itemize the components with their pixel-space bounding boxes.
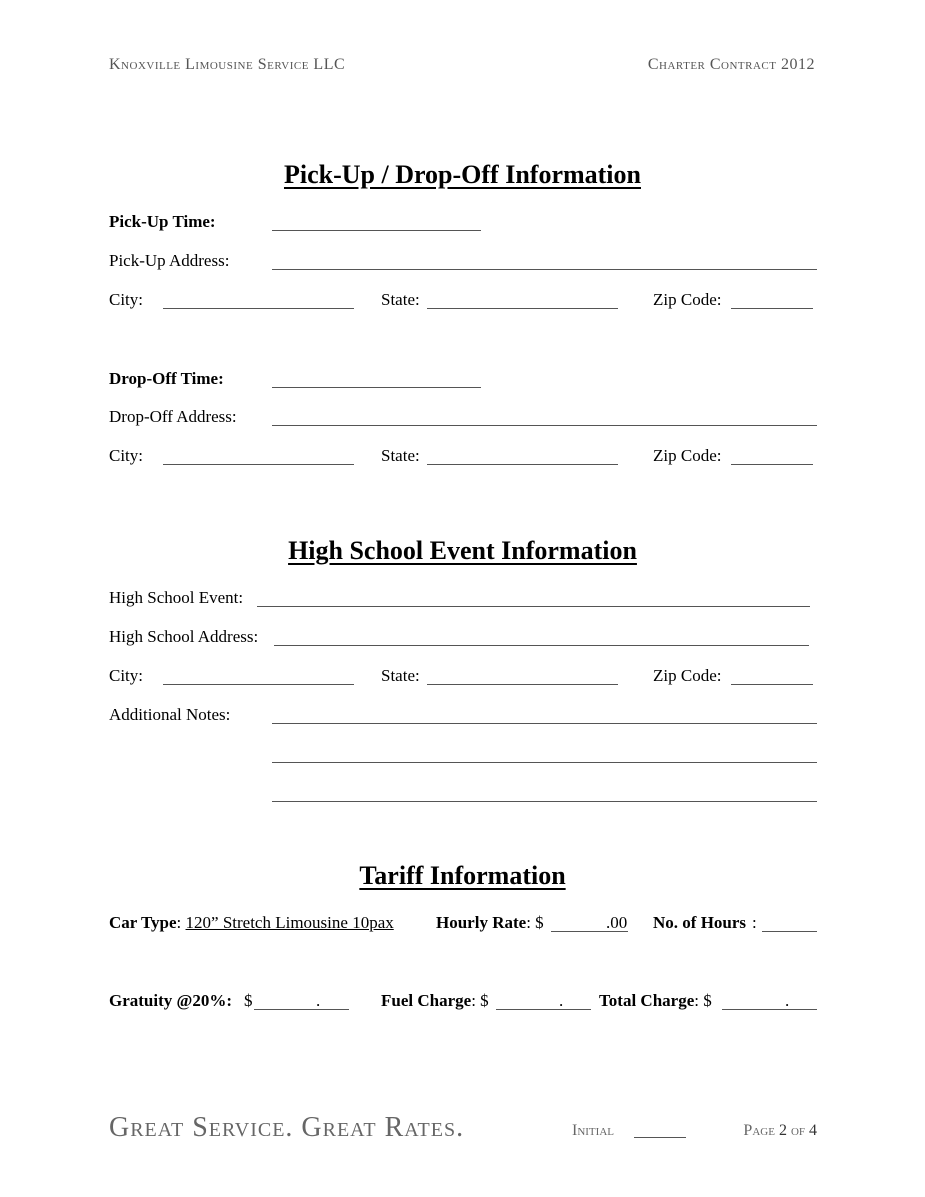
notes-field-line-3[interactable] bbox=[272, 801, 817, 802]
event-section-title: High School Event Information bbox=[288, 536, 637, 565]
event-state-field[interactable] bbox=[427, 684, 618, 685]
gratuity-decimal: . bbox=[316, 991, 321, 1010]
initial-label: Initial bbox=[572, 1122, 614, 1139]
event-address-label: High School Address: bbox=[109, 627, 259, 646]
pickup-time-label: Pick-Up Time: bbox=[109, 212, 216, 231]
page-current: 2 bbox=[778, 1122, 787, 1139]
dropoff-city-label: City: bbox=[109, 446, 144, 465]
header-company: Knoxville Limousine Service LLC bbox=[109, 56, 346, 73]
fuel-charge-label: Fuel Charge bbox=[381, 991, 472, 1010]
hourly-rate-row bbox=[436, 913, 544, 933]
car-type-label: Car Type bbox=[109, 913, 177, 932]
pickup-section-title: Pick-Up / Drop-Off Information bbox=[283, 160, 641, 189]
pickup-state-field[interactable] bbox=[427, 308, 618, 309]
pickup-city-field[interactable] bbox=[163, 308, 354, 309]
footer-slogan: Great Service. Great Rates. bbox=[109, 1112, 465, 1143]
total-charge-decimal: . bbox=[785, 991, 790, 1010]
notes-label: Additional Notes: bbox=[109, 705, 231, 724]
header-document-title: Charter Contract 2012 bbox=[647, 56, 815, 73]
car-type-row bbox=[109, 913, 394, 933]
pickup-state-label: State: bbox=[381, 290, 420, 309]
fuel-charge-decimal: . bbox=[559, 991, 564, 1010]
event-zip-field[interactable] bbox=[731, 684, 813, 685]
pickup-address-field[interactable] bbox=[272, 269, 817, 270]
event-zip-label: Zip Code: bbox=[653, 666, 722, 685]
event-name-label: High School Event: bbox=[109, 588, 244, 607]
total-charge-prefix: : $ bbox=[694, 991, 712, 1010]
dropoff-city-field[interactable] bbox=[163, 464, 354, 465]
event-address-field[interactable] bbox=[274, 645, 809, 646]
dropoff-time-label: Drop-Off Time: bbox=[109, 369, 224, 388]
dropoff-zip-field[interactable] bbox=[731, 464, 813, 465]
dropoff-zip-label: Zip Code: bbox=[653, 446, 722, 465]
total-charge-label: Total Charge bbox=[599, 991, 695, 1010]
fuel-charge-prefix: : $ bbox=[471, 991, 489, 1010]
page-indicator bbox=[743, 1122, 817, 1140]
hours-colon: : bbox=[752, 913, 757, 932]
page-label: Page bbox=[743, 1122, 775, 1139]
car-type-colon: : bbox=[176, 913, 186, 932]
total-charge-row bbox=[599, 991, 712, 1011]
car-type-value[interactable]: 120” Stretch Limousine 10pax bbox=[185, 913, 394, 932]
pickup-city-label: City: bbox=[109, 290, 144, 309]
hours-field[interactable] bbox=[762, 931, 817, 932]
pickup-zip-label: Zip Code: bbox=[653, 290, 722, 309]
hourly-rate-prefix: : $ bbox=[526, 913, 544, 932]
fuel-charge-field[interactable] bbox=[496, 1009, 591, 1010]
pickup-zip-field[interactable] bbox=[731, 308, 813, 309]
initial-field[interactable] bbox=[634, 1137, 686, 1138]
gratuity-label: Gratuity @20%: bbox=[109, 991, 232, 1010]
event-state-label: State: bbox=[381, 666, 420, 685]
gratuity-dollar: $ bbox=[244, 991, 253, 1010]
event-name-field[interactable] bbox=[257, 606, 810, 607]
dropoff-address-field[interactable] bbox=[272, 425, 817, 426]
hourly-rate-label: Hourly Rate bbox=[436, 913, 527, 932]
gratuity-field[interactable] bbox=[254, 1009, 349, 1010]
event-city-field[interactable] bbox=[163, 684, 354, 685]
tariff-section-title: Tariff Information bbox=[359, 861, 566, 890]
dropoff-state-label: State: bbox=[381, 446, 420, 465]
page-of: of bbox=[790, 1122, 805, 1139]
dropoff-time-field[interactable] bbox=[272, 387, 481, 388]
notes-field-line-2[interactable] bbox=[272, 762, 817, 763]
notes-field-line-1[interactable] bbox=[272, 723, 817, 724]
pickup-time-field[interactable] bbox=[272, 230, 481, 231]
dropoff-state-field[interactable] bbox=[427, 464, 618, 465]
hourly-rate-cents: .00 bbox=[606, 913, 628, 932]
dropoff-address-label: Drop-Off Address: bbox=[109, 407, 237, 426]
fuel-charge-row bbox=[381, 991, 489, 1011]
pickup-address-label: Pick-Up Address: bbox=[109, 251, 230, 270]
hours-label: No. of Hours bbox=[653, 913, 747, 932]
total-charge-field[interactable] bbox=[722, 1009, 817, 1010]
page-total: 4 bbox=[809, 1122, 817, 1139]
event-city-label: City: bbox=[109, 666, 144, 685]
